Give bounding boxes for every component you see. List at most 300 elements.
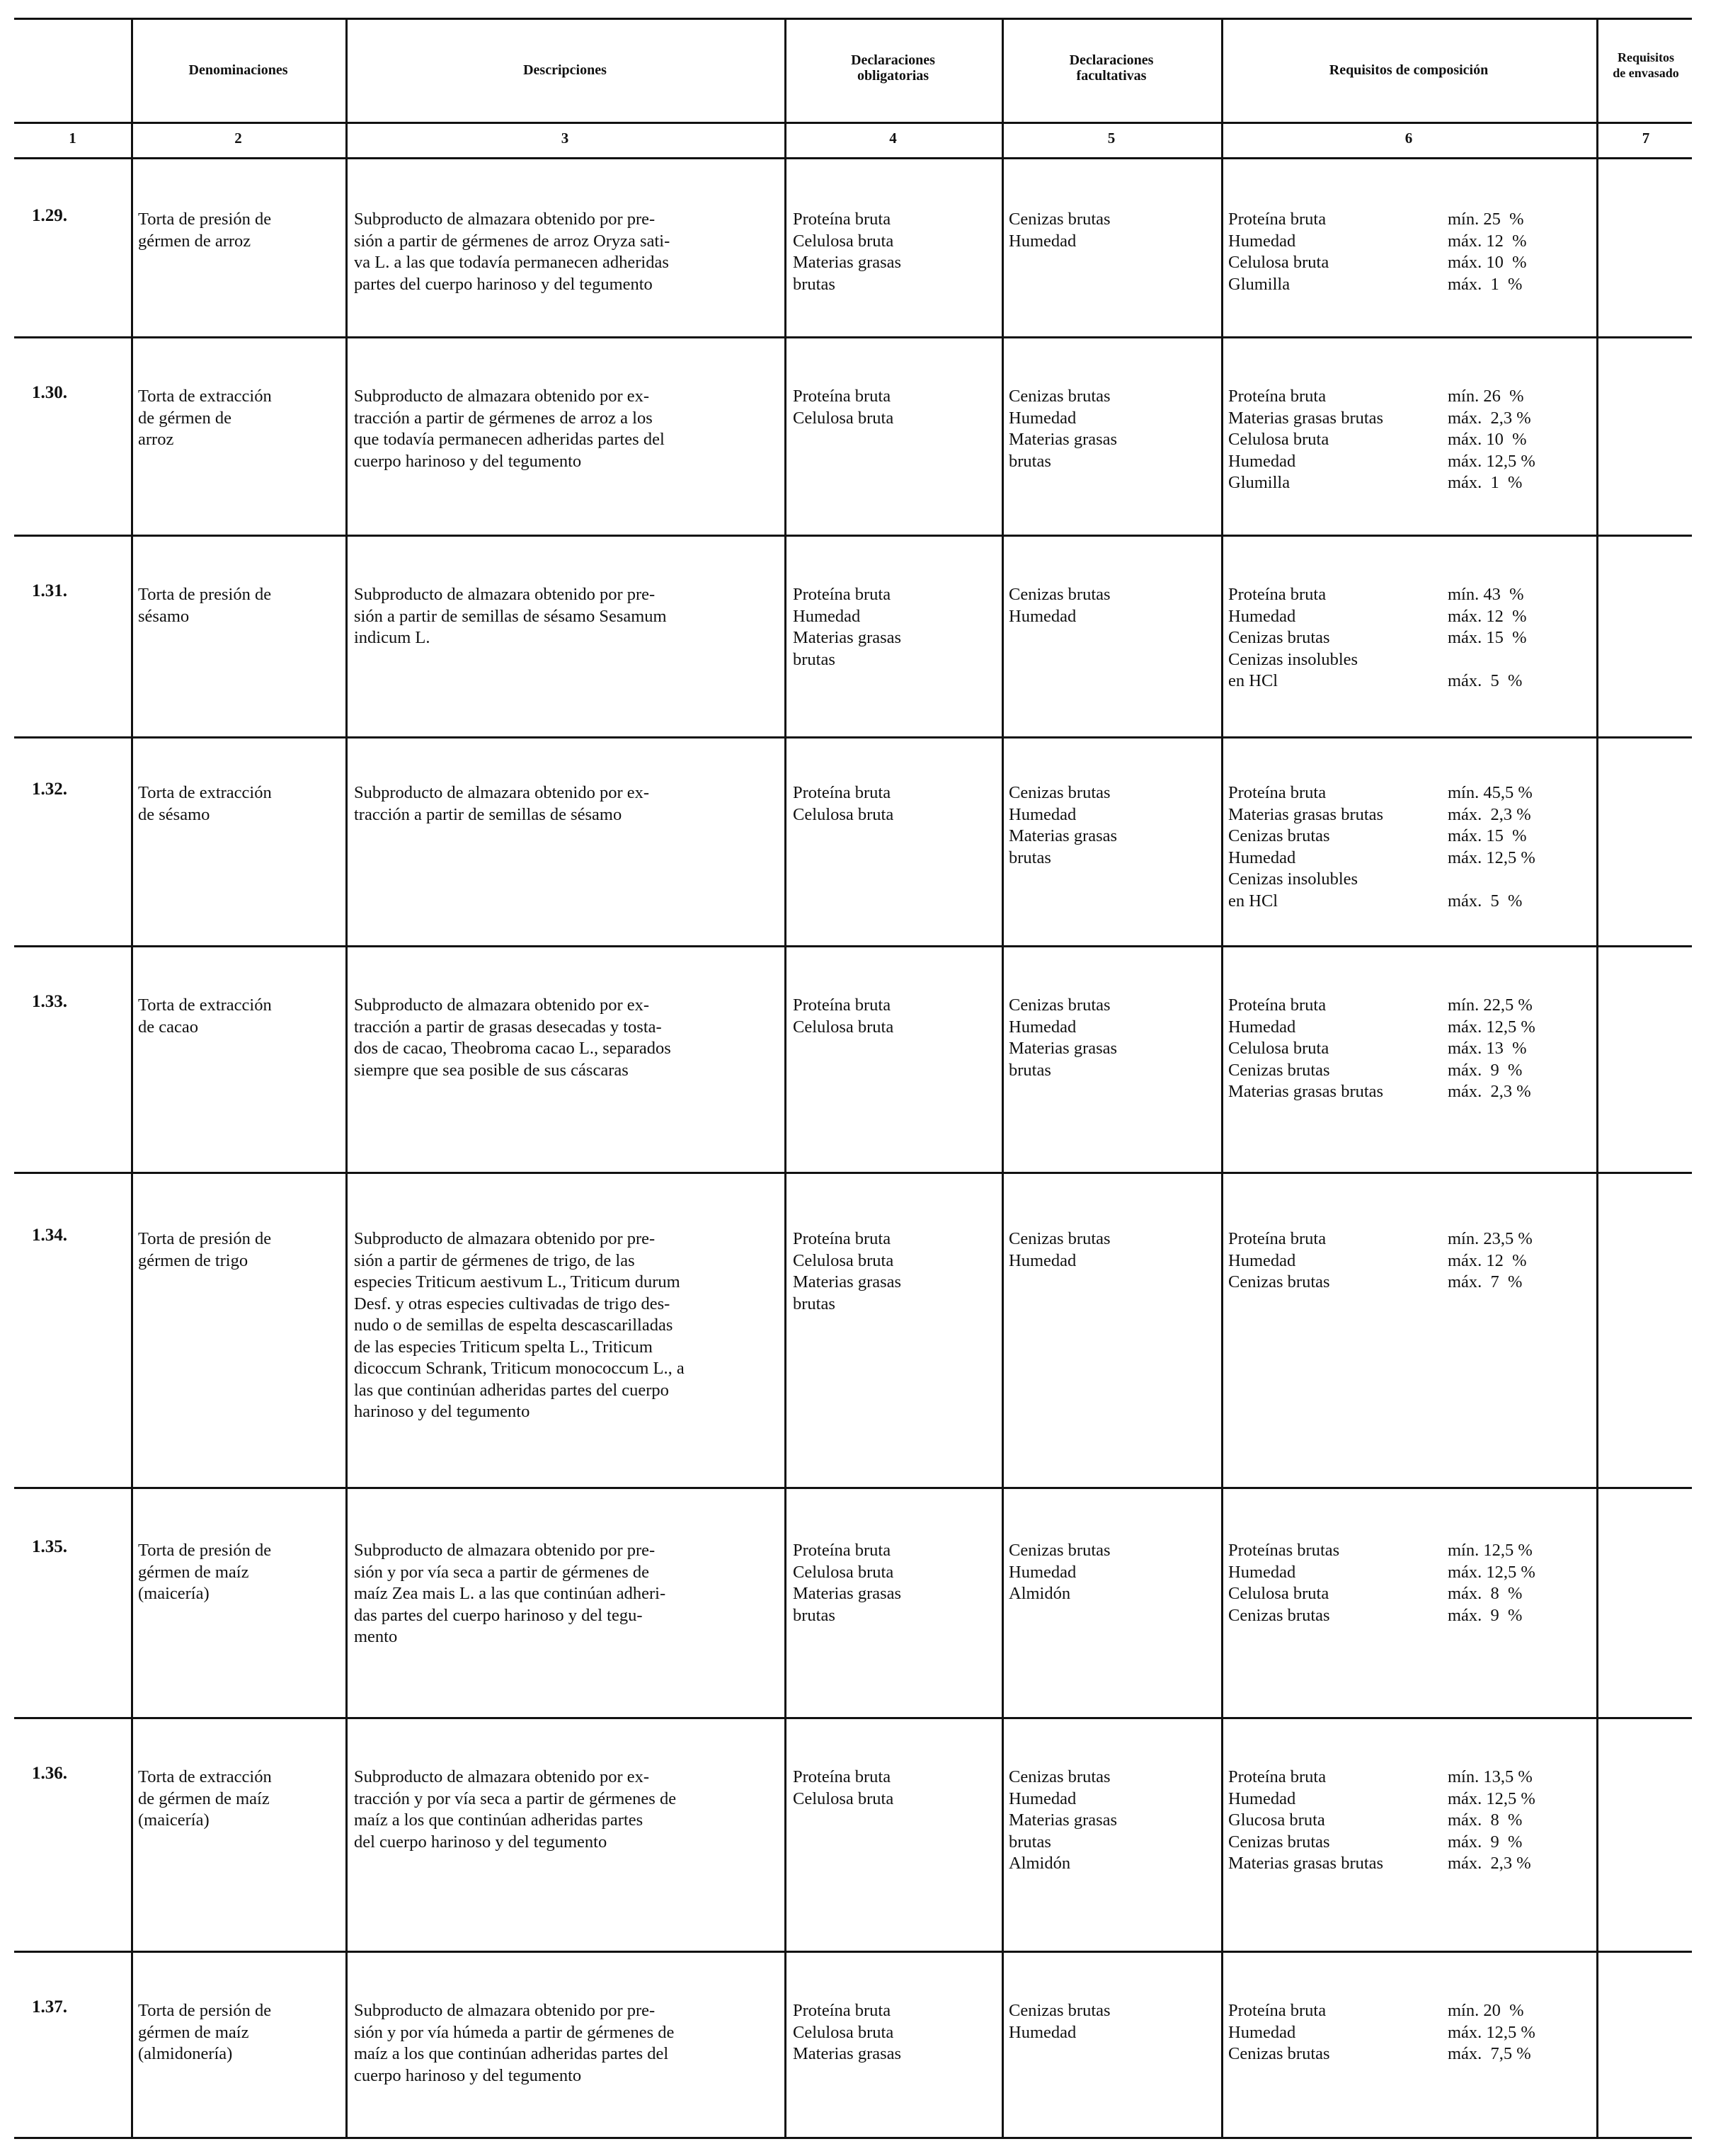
descripcion-line: del cuerpo harinoso y del tegumento (354, 1832, 607, 1852)
descripcion-line: Subproducto de almazara obtenido por pre- (354, 585, 656, 604)
declaraciones-obligatorias-line: Proteína bruta (793, 387, 891, 406)
requisito-line (1228, 231, 1582, 253)
denominacion-line: de sésamo (138, 804, 210, 824)
declaraciones-facultativas (1009, 1228, 1221, 1272)
requisito-value: mín. 12,5 % (1448, 1541, 1533, 1560)
requisito-value: máx. 8 % (1448, 1810, 1523, 1830)
requisito-line (1228, 869, 1582, 891)
requisito-name: Proteína bruta (1228, 585, 1327, 604)
descripcion-line: tracción a partir de grasas desecadas y tosta- (354, 1017, 662, 1037)
requisito-name: Cenizas insolubles (1228, 649, 1358, 669)
row-rule (14, 1717, 1692, 1719)
requisito-value: máx. 12 % (1448, 231, 1527, 251)
requisito-value: máx. 5 % (1448, 671, 1523, 690)
descripcion-line: especies Triticum aestivum L., Triticum durum (354, 1272, 680, 1291)
declaraciones-obligatorias-line: brutas (793, 1294, 835, 1313)
requisito-name: Humedad (1228, 1562, 1296, 1582)
requisito-name: Proteína bruta (1228, 210, 1327, 229)
requisito-value: mín. 20 % (1448, 2001, 1524, 2020)
row-rule (14, 1951, 1692, 1953)
descripcion-line: nudo o de semillas de espelta descascarilladas (354, 1316, 673, 1335)
requisito-name: Cenizas insolubles (1228, 869, 1358, 889)
descripcion-line: Subproducto de almazara obtenido por pre- (354, 210, 656, 229)
denominacion-line: arroz (138, 430, 174, 449)
declaraciones-facultativas-line: Materias grasas (1009, 1039, 1118, 1058)
descripcion-line: cuerpo harinoso y del tegumento (354, 451, 582, 471)
declaraciones-facultativas-line: brutas (1009, 451, 1051, 471)
column-number: 3 (561, 130, 569, 147)
declaraciones-obligatorias-line: Materias grasas (793, 2044, 902, 2063)
requisito-line (1228, 1540, 1582, 1562)
requisito-value: máx. 15 % (1448, 826, 1527, 845)
declaraciones-facultativas (1009, 995, 1221, 1081)
requisito-line (1228, 1605, 1582, 1627)
descripcion (354, 782, 779, 826)
header-bottom-rule (14, 122, 1692, 124)
requisito-line (1228, 2022, 1582, 2044)
requisito-name: Humedad (1228, 606, 1296, 626)
declaraciones-facultativas-line: Cenizas brutas (1009, 210, 1111, 229)
requisito-line (1228, 1060, 1582, 1082)
declaraciones-facultativas-line: Cenizas brutas (1009, 996, 1111, 1015)
requisito-value: máx. 9 % (1448, 1060, 1523, 1080)
requisito-line (1228, 848, 1582, 869)
requisito-value: máx. 13 % (1448, 1039, 1527, 1058)
requisito-value: máx. 7,5 % (1448, 2044, 1531, 2063)
requisito-name: Materias grasas brutas (1228, 1082, 1384, 1101)
descripcion-line: harinoso y del tegumento (354, 1402, 530, 1421)
row-number: 1.31. (32, 581, 67, 600)
descripcion-line: tracción y por vía seca a partir de gérmenes de (354, 1789, 677, 1808)
requisito-line (1228, 627, 1582, 649)
requisito-line (1228, 1562, 1582, 1584)
requisito-line (1228, 408, 1582, 430)
requisito-line (1228, 995, 1582, 1017)
requisito-name: Celulosa bruta (1228, 430, 1329, 449)
row-number: 1.35. (32, 1537, 67, 1556)
denominacion-line: Torta de presión de (138, 585, 272, 604)
requisito-value: máx. 1 % (1448, 274, 1523, 294)
requisito-name: Humedad (1228, 2022, 1296, 2042)
denominacion-line: de gérmen de maíz (138, 1789, 270, 1808)
descripcion-line: mento (354, 1627, 398, 1646)
requisito-line (1228, 252, 1582, 274)
requisito-value: máx. 12,5 % (1448, 1562, 1535, 1582)
descripcion (354, 584, 779, 649)
requisito-value: máx. 9 % (1448, 1832, 1523, 1852)
requisito-name: Materias grasas brutas (1228, 1854, 1384, 1873)
requisito-name: Celulosa bruta (1228, 253, 1329, 272)
requisito-value: máx. 12 % (1448, 606, 1527, 626)
declaraciones-obligatorias-line: Humedad (793, 606, 861, 626)
descripcion-line: de las especies Triticum spelta L., Triticum (354, 1337, 653, 1357)
requisito-line (1228, 649, 1582, 671)
requisito-line (1228, 826, 1582, 848)
table-bottom-rule (14, 2137, 1692, 2139)
column-number: 4 (889, 130, 897, 147)
declaraciones-obligatorias-line: Materias grasas (793, 253, 902, 272)
denominacion (138, 2000, 336, 2065)
declaraciones-facultativas-line: Humedad (1009, 231, 1077, 251)
requisito-line (1228, 429, 1582, 451)
descripcion (354, 1540, 779, 1648)
declaraciones-facultativas-line: Cenizas brutas (1009, 1229, 1111, 1248)
requisito-value: mín. 13,5 % (1448, 1767, 1533, 1786)
descripcion-line: cuerpo harinoso y del tegumento (354, 2065, 582, 2085)
denominacion-line: Torta de presión de (138, 210, 272, 229)
denominacion (138, 995, 336, 1038)
descripcion (354, 386, 779, 472)
denominacion-line: gérmen de trigo (138, 1250, 248, 1270)
header-descripciones: Descripciones (523, 62, 607, 78)
declaraciones-obligatorias-line: Proteína bruta (793, 585, 891, 604)
requisito-value: máx. 9 % (1448, 1605, 1523, 1625)
requisito-value: máx. 2,3 % (1448, 804, 1531, 824)
requisito-value: máx. 2,3 % (1448, 1082, 1531, 1101)
row-number: 1.30. (32, 383, 67, 402)
declaraciones-facultativas-line: Materias grasas (1009, 1810, 1118, 1830)
declaraciones-obligatorias-line: Proteína bruta (793, 210, 891, 229)
requisito-name: Humedad (1228, 1250, 1296, 1270)
requisito-name: en HCl (1228, 671, 1278, 690)
declaraciones-facultativas-line: Humedad (1009, 606, 1077, 626)
column-divider (784, 18, 786, 2137)
declaraciones-facultativas-line: Humedad (1009, 2022, 1077, 2042)
header-requisitos-composicion: Requisitos de composición (1329, 62, 1489, 78)
declaraciones-facultativas-line: brutas (1009, 848, 1051, 867)
denominacion-line: (maicería) (138, 1810, 210, 1830)
requisito-line (1228, 1017, 1582, 1039)
descripcion-line: sión a partir de gérmenes de trigo, de las (354, 1250, 635, 1270)
descripcion-line: Subproducto de almazara obtenido por ex- (354, 996, 650, 1015)
requisito-line (1228, 584, 1582, 606)
requisito-value: máx. 15 % (1448, 628, 1527, 647)
requisito-value: máx. 1 % (1448, 473, 1523, 492)
requisito-value: máx. 12,5 % (1448, 1789, 1535, 1808)
declaraciones-obligatorias-line: Celulosa bruta (793, 804, 894, 824)
requisito-value: máx. 12,5 % (1448, 1017, 1535, 1037)
declaraciones-obligatorias-line: brutas (793, 1605, 835, 1625)
requisito-line (1228, 1810, 1582, 1832)
requisito-value: máx. 7 % (1448, 1272, 1523, 1291)
denominacion-line: gérmen de arroz (138, 231, 251, 251)
denominacion-line: gérmen de maíz (138, 1562, 249, 1582)
requisito-name: Proteína bruta (1228, 996, 1327, 1015)
descripcion-line: sión y por vía seca a partir de gérmenes de (354, 1562, 650, 1582)
declaraciones-obligatorias-line: Celulosa bruta (793, 1562, 894, 1582)
requisito-line (1228, 451, 1582, 473)
requisito-line (1228, 209, 1582, 231)
declaraciones-facultativas-line: Humedad (1009, 804, 1077, 824)
requisito-line (1228, 2000, 1582, 2022)
requisito-name: Cenizas brutas (1228, 628, 1330, 647)
requisito-line (1228, 1583, 1582, 1605)
requisito-value: máx. 10 % (1448, 253, 1527, 272)
requisito-line (1228, 1767, 1582, 1789)
declaraciones-facultativas (1009, 2000, 1221, 2043)
descripcion-line: Subproducto de almazara obtenido por pre- (354, 1541, 656, 1560)
declaraciones-obligatorias-line: Celulosa bruta (793, 231, 894, 251)
requisito-value: mín. 26 % (1448, 387, 1524, 406)
requisito-name: Glumilla (1228, 274, 1291, 294)
descripcion-line: dicoccum Schrank, Triticum monococcum L., a (354, 1359, 685, 1378)
descripcion-line: Subproducto de almazara obtenido por ex- (354, 1767, 650, 1786)
declaraciones-facultativas-line: Almidón (1009, 1584, 1071, 1603)
column-divider (1002, 18, 1004, 2137)
requisito-value: máx. 12,5 % (1448, 848, 1535, 867)
column-divider (1221, 18, 1223, 2137)
descripcion-line: tracción a partir de semillas de sésamo (354, 804, 622, 824)
declaraciones-obligatorias (793, 1228, 1005, 1315)
header-denominaciones: Denominaciones (188, 62, 288, 78)
requisito-name: Cenizas brutas (1228, 1832, 1330, 1852)
declaraciones-facultativas (1009, 1767, 1221, 1875)
declaraciones-facultativas-line: Materias grasas (1009, 826, 1118, 845)
declaraciones-obligatorias (793, 782, 1005, 826)
requisito-value: máx. 12,5 % (1448, 451, 1535, 471)
row-number: 1.36. (32, 1764, 67, 1783)
requisito-name: Cenizas brutas (1228, 1272, 1330, 1291)
descripcion (354, 1228, 779, 1423)
row-rule (14, 736, 1692, 738)
declaraciones-facultativas-line: Humedad (1009, 1250, 1077, 1270)
requisito-name: Humedad (1228, 1789, 1296, 1808)
requisito-name: en HCl (1228, 891, 1278, 911)
descripcion (354, 2000, 779, 2087)
requisito-name: Proteínas brutas (1228, 1541, 1340, 1560)
declaraciones-obligatorias-line: Proteína bruta (793, 1541, 891, 1560)
descripcion-line: sión y por vía húmeda a partir de gérmenes de (354, 2022, 675, 2042)
requisito-name: Glucosa bruta (1228, 1810, 1325, 1830)
requisito-line (1228, 782, 1582, 804)
requisito-name: Humedad (1228, 231, 1296, 251)
descripcion-line: Desf. y otras especies cultivadas de trigo des- (354, 1294, 670, 1313)
declaraciones-obligatorias-line: Celulosa bruta (793, 1789, 894, 1808)
denominacion-line: Torta de extracción (138, 783, 272, 802)
declaraciones-obligatorias-line: brutas (793, 649, 835, 669)
declaraciones-obligatorias (793, 1767, 1005, 1810)
requisito-name: Materias grasas brutas (1228, 408, 1384, 428)
declaraciones-facultativas (1009, 584, 1221, 627)
requisito-value: mín. 43 % (1448, 585, 1524, 604)
requisito-line (1228, 2043, 1582, 2065)
requisito-value (1448, 869, 1575, 891)
declaraciones-facultativas (1009, 1540, 1221, 1605)
requisito-name: Humedad (1228, 1017, 1296, 1037)
row-number: 1.32. (32, 780, 67, 799)
declaraciones-obligatorias-line: Celulosa bruta (793, 408, 894, 428)
requisitos-composicion (1228, 386, 1582, 494)
denominacion-line: Torta de extracción (138, 1767, 272, 1786)
declaraciones-facultativas-line: Almidón (1009, 1854, 1071, 1873)
requisito-name: Proteína bruta (1228, 1767, 1327, 1786)
column-divider (1596, 18, 1598, 2137)
descripcion-line: tracción a partir de gérmenes de arroz a los (354, 408, 653, 428)
requisito-name: Celulosa bruta (1228, 1584, 1329, 1603)
requisito-value: mín. 25 % (1448, 210, 1524, 229)
column-number: 2 (234, 130, 242, 147)
row-number: 1.34. (32, 1226, 67, 1245)
requisito-value: máx. 2,3 % (1448, 1854, 1531, 1873)
denominacion-line: sésamo (138, 606, 190, 626)
declaraciones-facultativas-line: Cenizas brutas (1009, 1767, 1111, 1786)
column-number: 1 (69, 130, 76, 147)
denominacion-line: Torta de persión de (138, 2001, 272, 2020)
denominacion (138, 1540, 336, 1605)
declaraciones-obligatorias-line: Proteína bruta (793, 783, 891, 802)
declaraciones-facultativas-line: Humedad (1009, 408, 1077, 428)
requisito-line (1228, 1853, 1582, 1875)
descripcion-line: indicum L. (354, 628, 430, 647)
requisito-value: máx. 10 % (1448, 430, 1527, 449)
declaraciones-facultativas-line: Humedad (1009, 1562, 1077, 1582)
column-divider (345, 18, 348, 2137)
row-rule (14, 1487, 1692, 1489)
denominacion-line: Torta de presión de (138, 1541, 272, 1560)
descripcion-line: maíz Zea mais L. a las que continúan adheri- (354, 1584, 666, 1603)
requisito-name: Humedad (1228, 451, 1296, 471)
denominacion-line: gérmen de maíz (138, 2022, 249, 2042)
descripcion-line: las que continúan adheridas partes del cuerpo (354, 1380, 669, 1400)
column-number: 5 (1107, 130, 1116, 147)
row-number: 1.37. (32, 1997, 67, 2017)
requisito-value: máx. 2,3 % (1448, 408, 1531, 428)
requisitos-composicion (1228, 584, 1582, 692)
header-requisitos-envasado: Requisitos de envasado (1613, 50, 1679, 80)
descripcion-line: que todavía permanecen adheridas partes del (354, 430, 665, 449)
declaraciones-obligatorias (793, 995, 1005, 1038)
requisito-line (1228, 386, 1582, 408)
descripcion-line: Subproducto de almazara obtenido por pre- (354, 2001, 656, 2020)
denominacion (138, 386, 336, 451)
requisito-line (1228, 274, 1582, 296)
requisitos-composicion (1228, 782, 1582, 912)
requisito-name: Cenizas brutas (1228, 826, 1330, 845)
row-number: 1.29. (32, 206, 67, 225)
declaraciones-facultativas-line: Materias grasas (1009, 430, 1118, 449)
declaraciones-obligatorias-line: Materias grasas (793, 1272, 902, 1291)
requisito-value (1448, 649, 1575, 671)
requisito-value: máx. 12 % (1448, 1250, 1527, 1270)
column-number-rule (14, 157, 1692, 159)
requisito-line (1228, 1081, 1582, 1103)
descripcion-line: va L. a las que todavía permanecen adheridas (354, 253, 669, 272)
declaraciones-facultativas (1009, 782, 1221, 869)
descripcion-line: partes del cuerpo harinoso y del tegumento (354, 274, 653, 294)
declaraciones-obligatorias (793, 209, 1005, 295)
declaraciones-facultativas-line: Humedad (1009, 1789, 1077, 1808)
denominacion-line: de cacao (138, 1017, 198, 1037)
requisito-line (1228, 606, 1582, 628)
descripcion-line: siempre que sea posible de sus cáscaras (354, 1060, 629, 1080)
requisitos-composicion (1228, 2000, 1582, 2065)
requisito-name: Proteína bruta (1228, 387, 1327, 406)
denominacion (138, 209, 336, 252)
requisitos-composicion (1228, 1540, 1582, 1626)
header-declaraciones-obligatorias: Declaraciones obligatorias (851, 52, 935, 84)
descripcion-line: das partes del cuerpo harinoso y del tegu- (354, 1605, 643, 1625)
declaraciones-facultativas-line: Cenizas brutas (1009, 387, 1111, 406)
declaraciones-obligatorias-line: Materias grasas (793, 1584, 902, 1603)
declaraciones-facultativas-line: Cenizas brutas (1009, 585, 1111, 604)
descripcion-line: Subproducto de almazara obtenido por pre- (354, 1229, 656, 1248)
requisito-line (1228, 1789, 1582, 1810)
requisitos-composicion (1228, 209, 1582, 295)
denominacion (138, 782, 336, 826)
requisito-line (1228, 472, 1582, 494)
declaraciones-obligatorias-line: Proteína bruta (793, 2001, 891, 2020)
requisito-line (1228, 1038, 1582, 1060)
descripcion-line: Subproducto de almazara obtenido por ex- (354, 783, 650, 802)
declaraciones-obligatorias-line: Proteína bruta (793, 1229, 891, 1248)
denominacion (138, 1228, 336, 1272)
denominacion-line: Torta de presión de (138, 1229, 272, 1248)
declaraciones-obligatorias-line: Proteína bruta (793, 1767, 891, 1786)
descripcion (354, 1767, 779, 1853)
row-number: 1.33. (32, 992, 67, 1011)
declaraciones-facultativas (1009, 209, 1221, 252)
table-top-rule (14, 18, 1692, 20)
descripcion-line: sión a partir de semillas de sésamo Sesamum (354, 606, 667, 626)
descripcion-line: maíz a los que continúan adheridas partes del (354, 2044, 669, 2063)
row-rule (14, 336, 1692, 338)
declaraciones-obligatorias-line: Celulosa bruta (793, 1250, 894, 1270)
declaraciones-obligatorias-line: Celulosa bruta (793, 1017, 894, 1037)
declaraciones-facultativas-line: Cenizas brutas (1009, 2001, 1111, 2020)
declaraciones-obligatorias (793, 2000, 1005, 2065)
denominacion (138, 1767, 336, 1832)
requisito-value: mín. 23,5 % (1448, 1229, 1533, 1248)
descripcion (354, 209, 779, 295)
requisitos-composicion (1228, 1228, 1582, 1294)
row-rule (14, 1172, 1692, 1174)
row-rule (14, 535, 1692, 537)
declaraciones-facultativas-line: brutas (1009, 1060, 1051, 1080)
requisito-name: Proteína bruta (1228, 783, 1327, 802)
requisito-line (1228, 671, 1582, 692)
descripcion (354, 995, 779, 1081)
denominacion-line: (almidonería) (138, 2044, 233, 2063)
denominacion-line: Torta de extracción (138, 996, 272, 1015)
requisito-value: máx. 12,5 % (1448, 2022, 1535, 2042)
declaraciones-facultativas-line: Humedad (1009, 1017, 1077, 1037)
requisito-name: Cenizas brutas (1228, 1060, 1330, 1080)
declaraciones-facultativas (1009, 386, 1221, 472)
column-number: 6 (1404, 130, 1413, 147)
requisito-line (1228, 891, 1582, 913)
requisito-value: máx. 8 % (1448, 1584, 1523, 1603)
declaraciones-obligatorias (793, 584, 1005, 671)
requisito-value: mín. 22,5 % (1448, 996, 1533, 1015)
requisito-line (1228, 1228, 1582, 1250)
declaraciones-obligatorias-line: brutas (793, 274, 835, 294)
requisito-name: Cenizas brutas (1228, 1605, 1330, 1625)
declaraciones-obligatorias-line: Proteína bruta (793, 996, 891, 1015)
requisito-value: máx. 5 % (1448, 891, 1523, 911)
denominacion-line: de gérmen de (138, 408, 231, 428)
column-number: 7 (1642, 130, 1650, 147)
requisito-value: mín. 45,5 % (1448, 783, 1533, 802)
requisito-name: Materias grasas brutas (1228, 804, 1384, 824)
requisito-name: Glumilla (1228, 473, 1291, 492)
denominacion-line: Torta de extracción (138, 387, 272, 406)
requisito-name: Cenizas brutas (1228, 2044, 1330, 2063)
requisito-name: Humedad (1228, 848, 1296, 867)
declaraciones-obligatorias-line: Celulosa bruta (793, 2022, 894, 2042)
requisito-name: Celulosa bruta (1228, 1039, 1329, 1058)
requisito-name: Proteína bruta (1228, 2001, 1327, 2020)
requisito-line (1228, 1832, 1582, 1854)
